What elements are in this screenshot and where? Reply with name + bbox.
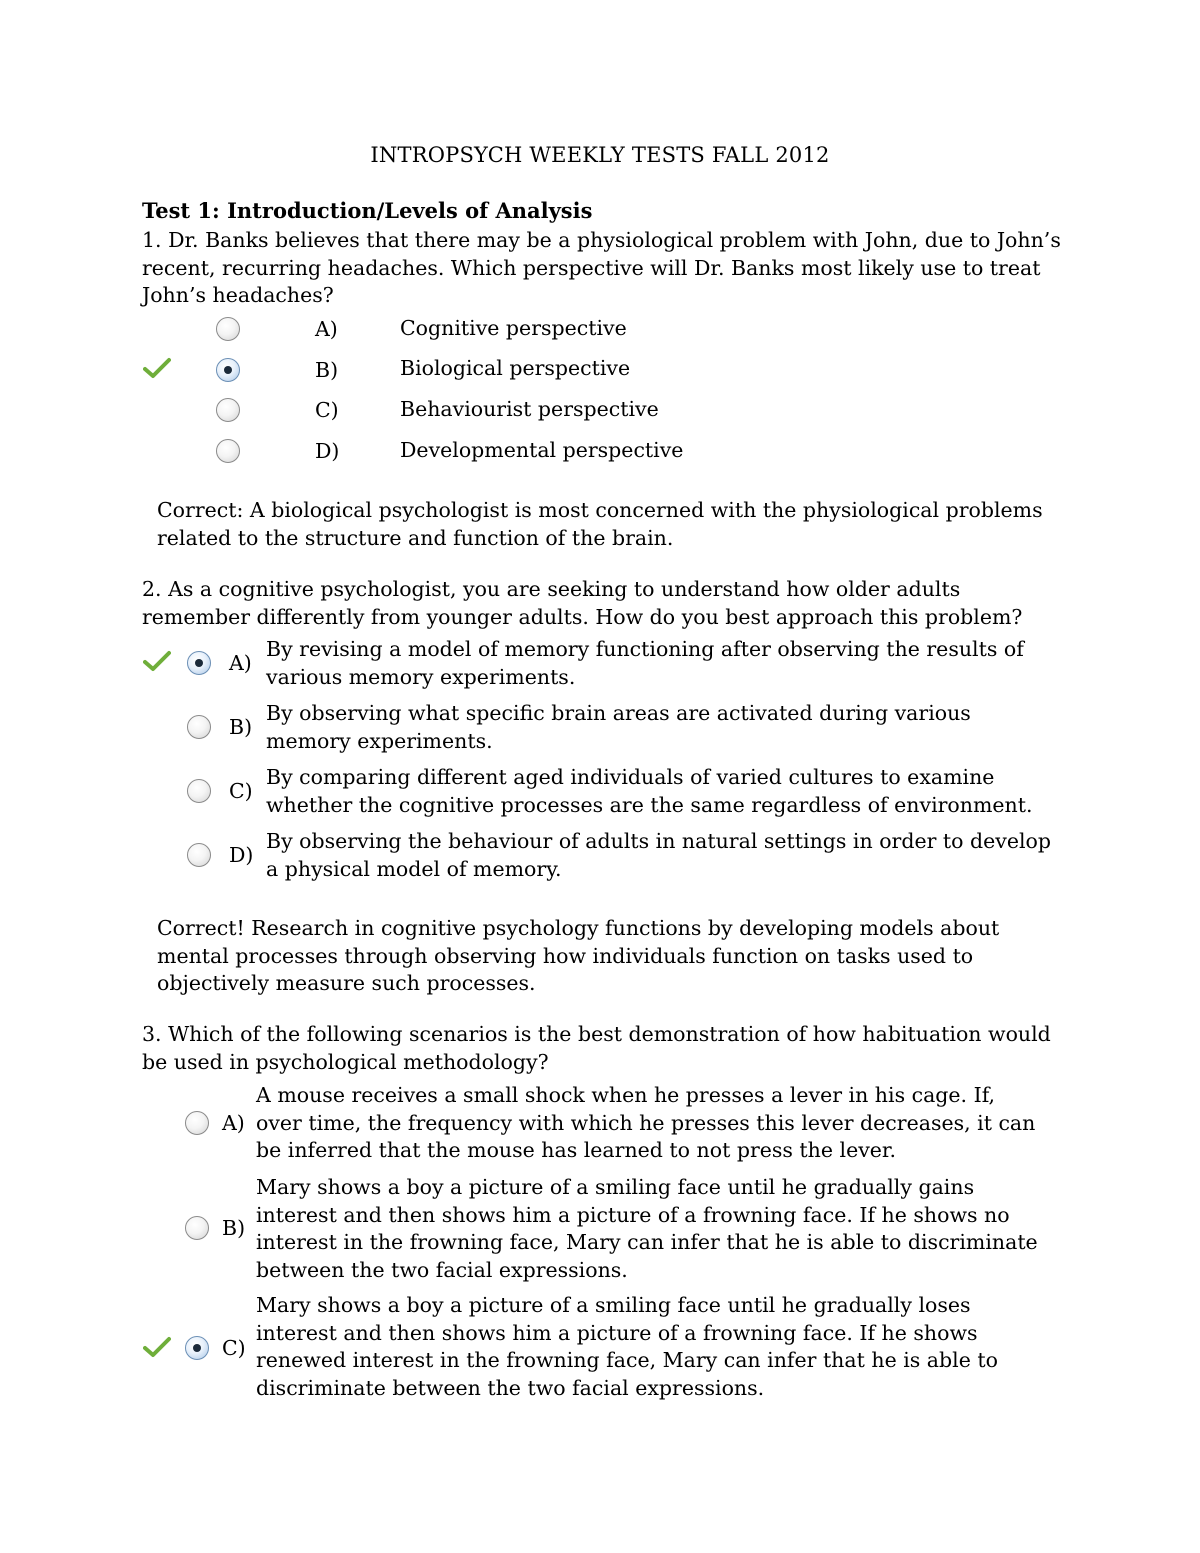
q1-option-b-text: Biological perspective (400, 356, 631, 380)
q2-option-d-text: By observing the behaviour of adults in natural settings in order to develop a physical model of memory. (266, 829, 1052, 881)
q2-option-b-text: By observing what specific brain areas are activated during various memory experiments. (266, 701, 971, 753)
q1-option-a-radio[interactable] (216, 317, 240, 341)
q2-option-c-radio[interactable] (187, 779, 211, 803)
question-1-text: 1. Dr. Banks believes that there may be a physiological problem with John, due to John’s recent, recurring headaches. Which perspective will Dr. Banks most likely use to treat John’s headaches? (142, 228, 1061, 307)
q2-option-a-letter: A) (229, 651, 252, 675)
q1-option-a-letter: A) (315, 317, 338, 341)
question-1-feedback: Correct: A biological psychologist is most concerned with the physiological problems related to the structure and function of the brain. (157, 498, 1043, 550)
q3-option-c-text: Mary shows a boy a picture of a smiling face until he gradually loses interest and then shows him a picture of a frowning face. If he shows renewed interest in the frowning face, Mary can infer that he is able to discriminate between the two facial expressions. (256, 1293, 998, 1400)
q1-option-c-letter: C) (315, 398, 339, 422)
correct-check-icon (143, 1336, 171, 1358)
q2-option-c-letter: C) (229, 779, 253, 803)
question-2-feedback: Correct! Research in cognitive psychology functions by developing models about mental processes through observing how individuals function on tasks used to objectively measure such processes. (157, 916, 1000, 995)
q1-option-a-text: Cognitive perspective (400, 316, 627, 340)
question-2-text: 2. As a cognitive psychologist, you are seeking to understand how older adults remember differently from younger adults. How do you best approach this problem? (142, 577, 1023, 629)
q1-option-c-text: Behaviourist perspective (400, 397, 659, 421)
q2-option-a-text: By revising a model of memory functioning after observing the results of various memory experiments. (266, 637, 1024, 689)
q3-option-b-radio[interactable] (185, 1216, 209, 1240)
q2-option-c-text: By comparing different aged individuals of varied cultures to examine whether the cognitive processes are the same regardless of environment. (266, 765, 1033, 817)
q3-option-c-letter: C) (222, 1336, 246, 1360)
q1-option-d-letter: D) (315, 439, 340, 463)
q2-option-d-letter: D) (229, 843, 254, 867)
q3-option-b-text: Mary shows a boy a picture of a smiling face until he gradually gains interest and then shows him a picture of a frowning face. If he shows no interest in the frowning face, Mary can infer that he is able to discriminate between the two facial expressions. (256, 1175, 1038, 1282)
q1-option-b-letter: B) (315, 358, 339, 382)
q1-option-c-radio[interactable] (216, 398, 240, 422)
q1-option-b-radio[interactable] (216, 358, 240, 382)
q3-option-b-letter: B) (222, 1216, 246, 1240)
section-title: Test 1: Introduction/Levels of Analysis (142, 198, 593, 223)
q2-option-b-radio[interactable] (187, 715, 211, 739)
question-3-text: 3. Which of the following scenarios is the best demonstration of how habituation would be used in psychological methodology? (142, 1022, 1051, 1074)
q3-option-a-text: A mouse receives a small shock when he presses a lever in his cage. If, over time, the frequency with which he presses this lever decreases, it can be inferred that the mouse has learned to not press the lever. (256, 1083, 1036, 1162)
radio-selected-dot (193, 1344, 201, 1352)
correct-check-icon (143, 357, 171, 379)
correct-check-icon (143, 650, 171, 672)
radio-selected-dot (224, 366, 232, 374)
q2-option-b-letter: B) (229, 715, 253, 739)
document-title: INTROPSYCH WEEKLY TESTS FALL 2012 (370, 143, 830, 167)
q2-option-a-radio[interactable] (187, 651, 211, 675)
q3-option-a-letter: A) (222, 1111, 245, 1135)
radio-selected-dot (195, 659, 203, 667)
q3-option-a-radio[interactable] (185, 1111, 209, 1135)
q1-option-d-text: Developmental perspective (400, 438, 684, 462)
q2-option-d-radio[interactable] (187, 843, 211, 867)
q1-option-d-radio[interactable] (216, 439, 240, 463)
q3-option-c-radio[interactable] (185, 1336, 209, 1360)
